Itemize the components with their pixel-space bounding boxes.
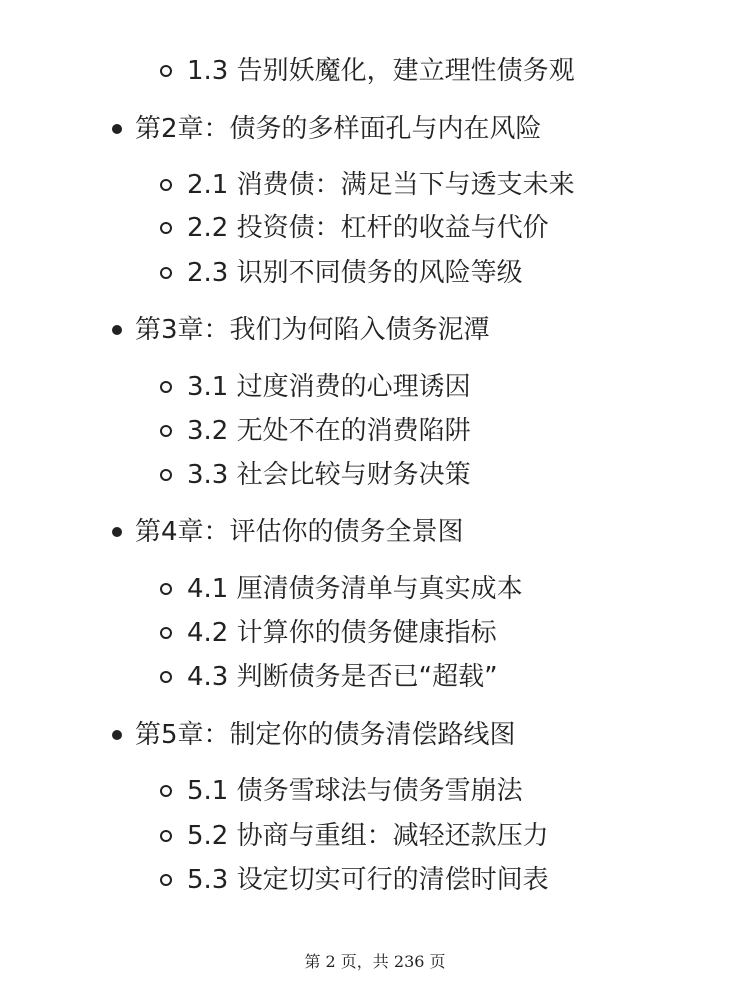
toc-section-4-2 (160, 615, 497, 651)
toc-section-3-2 (160, 413, 471, 449)
toc-chapter-3 (112, 312, 490, 348)
filled-dot-bullet-icon (112, 124, 122, 134)
page-number-footer: 第 2 页，共 236 页 (304, 952, 446, 971)
toc-entry-label: 2.3 识别不同债务的风险等级 (187, 258, 523, 288)
hollow-circle-bullet-icon (160, 381, 172, 393)
hollow-circle-bullet-icon (160, 222, 172, 234)
hollow-circle-bullet-icon (160, 65, 172, 77)
toc-section-2-2 (160, 210, 549, 246)
toc-chapter-5 (112, 717, 516, 753)
hollow-circle-bullet-icon (160, 179, 172, 191)
toc-section-2-1 (160, 167, 575, 203)
toc-section-3-3 (160, 457, 471, 493)
hollow-circle-bullet-icon (160, 583, 172, 595)
toc-entry-label: 3.3 社会比较与财务决策 (187, 460, 471, 490)
toc-chapter-4 (112, 514, 464, 550)
hollow-circle-bullet-icon (160, 627, 172, 639)
toc-section-3-1 (160, 369, 471, 405)
hollow-circle-bullet-icon (160, 830, 172, 842)
toc-entry-label: 第4章：评估你的债务全景图 (135, 517, 464, 547)
hollow-circle-bullet-icon (160, 671, 172, 683)
toc-entry-label: 第5章：制定你的债务清偿路线图 (135, 720, 516, 750)
hollow-circle-bullet-icon (160, 785, 172, 797)
filled-dot-bullet-icon (112, 730, 122, 740)
hollow-circle-bullet-icon (160, 267, 172, 279)
toc-entry-label: 2.1 消费债：满足当下与透支未来 (187, 170, 575, 200)
toc-entry-label: 4.1 厘清债务清单与真实成本 (187, 574, 523, 604)
toc-entry-label: 3.2 无处不在的消费陷阱 (187, 416, 471, 446)
toc-section-5-1 (160, 773, 523, 809)
toc-section-5-2 (160, 818, 549, 854)
filled-dot-bullet-icon (112, 325, 122, 335)
toc-entry-label: 5.2 协商与重组：减轻还款压力 (187, 821, 549, 851)
toc-entry-label: 4.3 判断债务是否已“超载” (187, 662, 498, 692)
hollow-circle-bullet-icon (160, 874, 172, 886)
toc-entry-label: 2.2 投资债：杠杆的收益与代价 (187, 213, 549, 243)
toc-chapter-2 (112, 111, 542, 147)
hollow-circle-bullet-icon (160, 469, 172, 481)
toc-entry-label: 第2章：债务的多样面孔与内在风险 (135, 114, 542, 144)
toc-section-4-3 (160, 659, 498, 695)
toc-section-5-3 (160, 862, 549, 898)
toc-entry-label: 第3章：我们为何陷入债务泥潭 (135, 315, 490, 345)
toc-section-4-1 (160, 571, 523, 607)
toc-entry-label: 1.3 告别妖魔化，建立理性债务观 (187, 56, 575, 86)
toc-entry-label: 5.3 设定切实可行的清偿时间表 (187, 865, 549, 895)
toc-section-2-3 (160, 255, 523, 291)
toc-entry-label: 3.1 过度消费的心理诱因 (187, 372, 471, 402)
toc-entry-label: 4.2 计算你的债务健康指标 (187, 618, 497, 648)
toc-section-1-3 (160, 53, 575, 89)
filled-dot-bullet-icon (112, 527, 122, 537)
hollow-circle-bullet-icon (160, 425, 172, 437)
toc-entry-label: 5.1 债务雪球法与债务雪崩法 (187, 776, 523, 806)
